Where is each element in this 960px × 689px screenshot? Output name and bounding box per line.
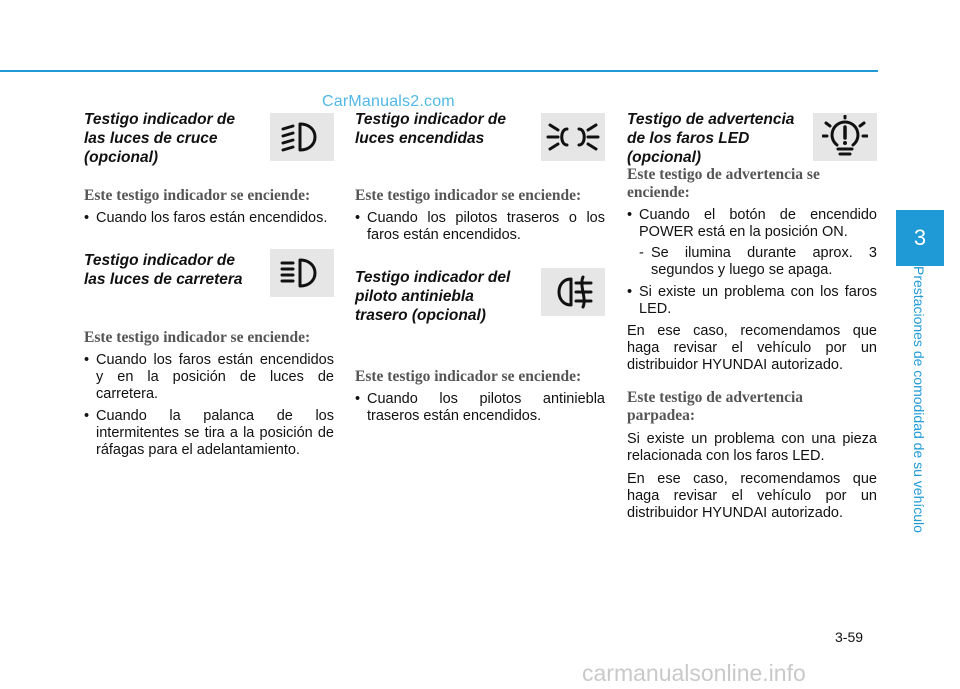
bullet-list — [627, 284, 877, 318]
dash-marker: - — [639, 245, 644, 261]
paragraph: Si existe un problema con una pieza relacionada con los faros LED. — [627, 431, 877, 464]
section-title: Testigo indicador del piloto antiniebla trasero (opcional) — [355, 269, 511, 324]
page-number: 3-59 — [835, 629, 864, 645]
bullet-list — [84, 352, 334, 459]
watermark-top: CarManuals2.com — [322, 93, 455, 110]
list-item: • Si existe un problema con los faros LED. — [627, 284, 877, 318]
chapter-title: Prestaciones de comodidad de su vehículo — [911, 266, 927, 533]
list-item: • Cuando los faros están encendidos y en la posición de luces de carretera. — [84, 352, 334, 403]
led-headlamp-warning-icon — [813, 113, 877, 161]
list-item: • Cuando la palanca de los intermitentes se tira a la posición de ráfagas para el adelantamiento. — [84, 408, 334, 459]
section-title: Testigo indicador de las luces de cruce (opcional) — [84, 111, 235, 166]
section-title: Testigo de advertencia de los faros LED (opcional) — [627, 111, 795, 166]
high-beam-headlight-icon — [270, 249, 334, 297]
paragraph: En ese caso, recomendamos que haga revisar el vehículo por un distribuidor HYUNDAI autorizado. — [627, 323, 877, 373]
light-on-indicator-icon — [541, 113, 605, 161]
section-subtitle: Este testigo indicador se enciende: — [355, 187, 582, 204]
section-title: Testigo indicador de luces encendidas — [355, 111, 506, 147]
bullet-list — [355, 391, 605, 425]
list-item: • Cuando los faros están encendidos. — [84, 210, 334, 227]
section-subtitle: Este testigo de advertencia parpadea: — [627, 389, 804, 424]
section-subtitle: Este testigo indicador se enciende: — [355, 368, 582, 385]
list-item: • Cuando el botón de encendido POWER está en la posición ON. — [627, 207, 877, 241]
bullet-list — [627, 207, 877, 241]
low-beam-section — [84, 110, 334, 187]
section-subtitle: Este testigo indicador se enciende: — [84, 187, 311, 204]
sub-list-item — [627, 245, 877, 279]
top-rule — [0, 70, 878, 72]
bullet-list — [355, 210, 605, 244]
led-warning-section — [627, 110, 877, 166]
paragraph: En ese caso, recomendamos que haga revisar el vehículo por un distribuidor HYUNDAI autorizado. — [627, 471, 877, 521]
sub-list-text: Se ilumina durante aprox. 3 segundos y luego se apaga. — [651, 245, 877, 278]
chapter-number: 3 — [913, 225, 927, 250]
lights-on-section — [355, 110, 605, 187]
rear-fog-section — [355, 268, 605, 368]
chapter-tab — [896, 210, 944, 266]
low-beam-headlight-icon — [270, 113, 334, 161]
list-item: • Cuando los pilotos traseros o los faros están encendidos. — [355, 210, 605, 244]
section-subtitle: Este testigo indicador se enciende: — [84, 329, 311, 346]
watermark-bottom: carmanualsonline.info — [582, 660, 806, 686]
section-title: Testigo indicador de las luces de carretera — [84, 252, 243, 288]
rear-fog-light-icon — [541, 268, 605, 316]
high-beam-section — [84, 251, 334, 329]
list-item: • Cuando los pilotos antiniebla traseros están encendidos. — [355, 391, 605, 425]
column-3 — [627, 110, 877, 528]
column-2 — [355, 110, 605, 430]
bullet-list — [84, 210, 334, 227]
section-subtitle: Este testigo de advertencia se enciende: — [627, 166, 820, 201]
column-1 — [84, 110, 334, 464]
